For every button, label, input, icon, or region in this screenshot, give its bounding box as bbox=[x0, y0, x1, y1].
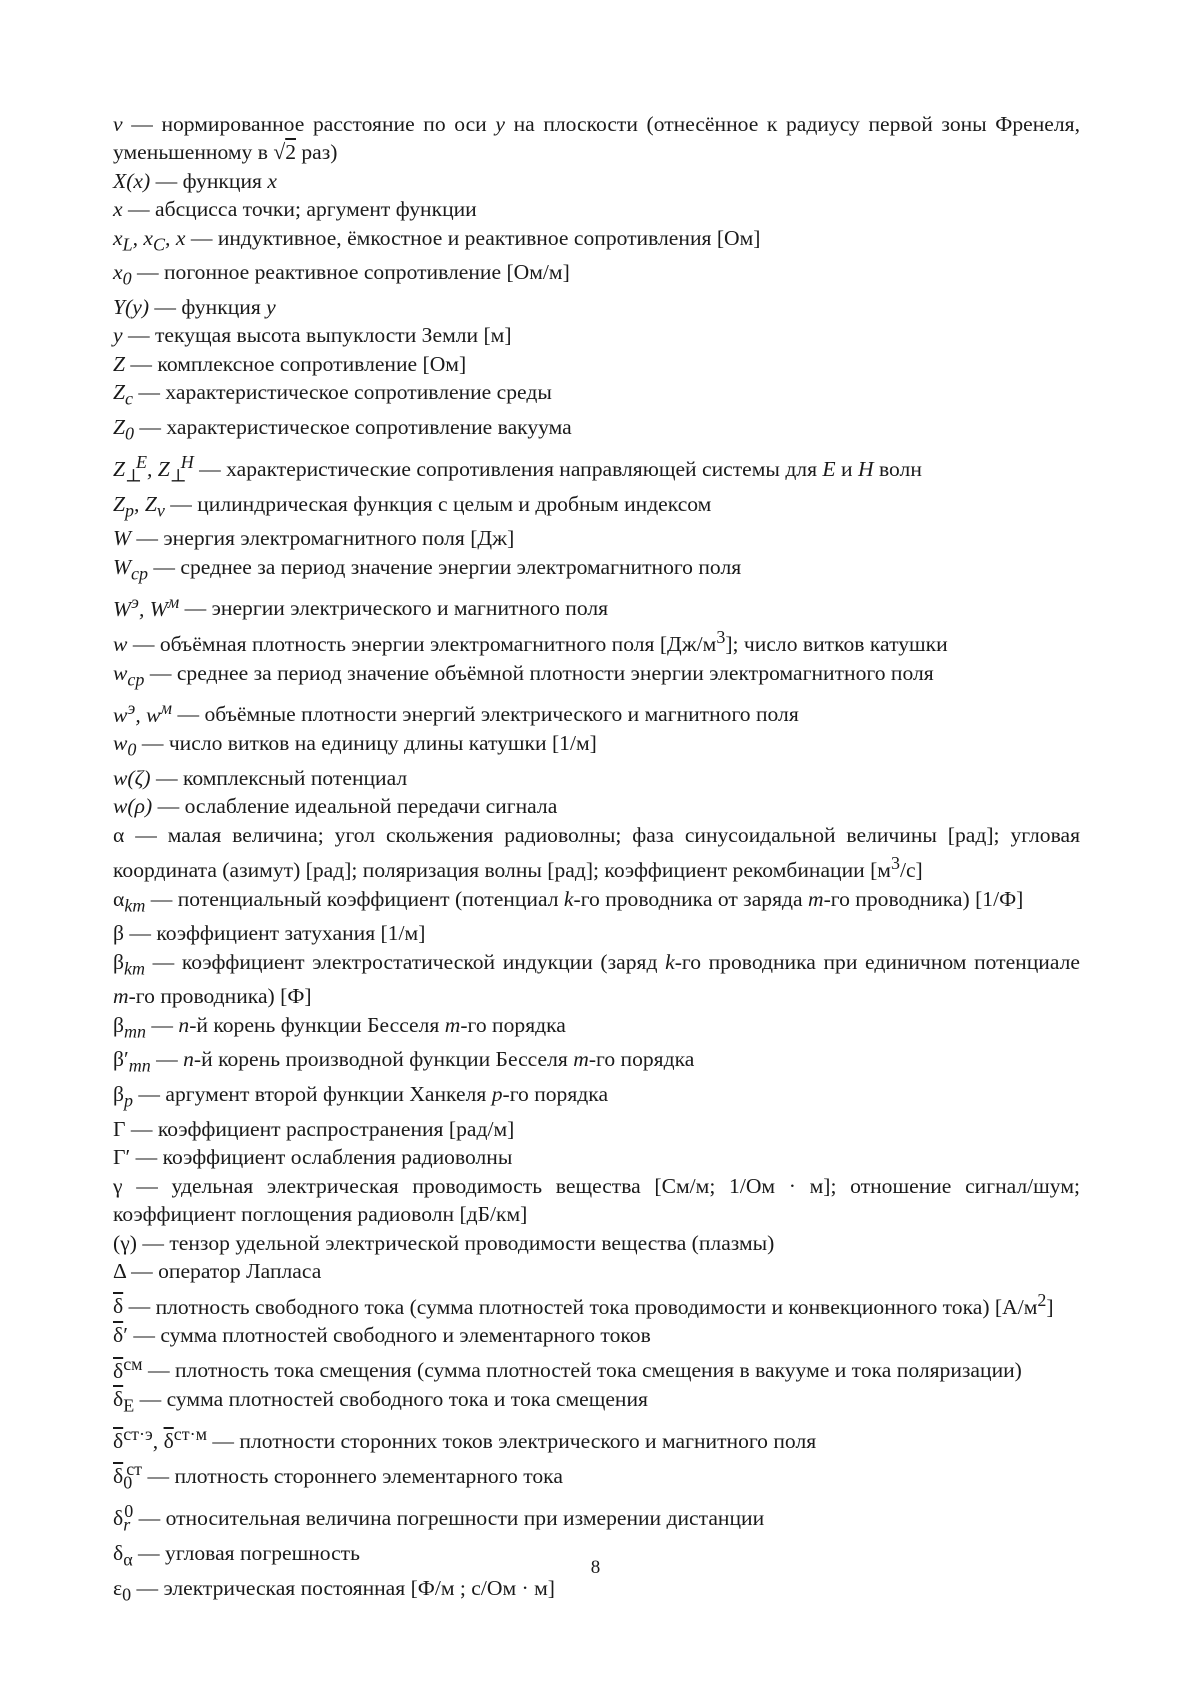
list-item bbox=[113, 885, 1080, 920]
separator-dash: — bbox=[153, 554, 175, 579]
list-item bbox=[113, 587, 1080, 623]
separator-dash: — bbox=[155, 168, 178, 193]
list-item bbox=[113, 1321, 1080, 1349]
separator-dash: — bbox=[151, 1012, 173, 1037]
symbol: Y(y) bbox=[113, 295, 150, 320]
description: цилиндрическая функция с целым и дробным индексом bbox=[197, 491, 712, 516]
separator-dash: — bbox=[152, 949, 175, 974]
description: потенциальный коэффициент (потенциал k-го проводника от заряда m-го проводника) [1/Ф] bbox=[177, 886, 1024, 911]
separator-dash: — bbox=[212, 1428, 234, 1453]
separator-dash: — bbox=[149, 660, 172, 685]
description: комплексный потенциал bbox=[182, 765, 408, 790]
list-item bbox=[113, 1257, 1080, 1285]
separator-dash: — bbox=[128, 197, 150, 222]
description: тензор удельной электрической проводимости вещества (плазмы) bbox=[169, 1230, 775, 1255]
list-item bbox=[113, 378, 1080, 413]
list-item bbox=[113, 1455, 1080, 1497]
separator-dash: — bbox=[199, 456, 221, 481]
description: плотность стороннего элементарного тока bbox=[174, 1464, 563, 1489]
symbol: Γ bbox=[113, 1116, 126, 1141]
description: среднее за период значение объёмной плотности энергии электромагнитного поля bbox=[176, 660, 934, 685]
symbol: $Z_p$, $Z_\nu$ bbox=[113, 491, 165, 520]
description: комплексное сопротивление [Ом] bbox=[157, 351, 467, 376]
symbol: v bbox=[113, 112, 123, 136]
description: относительная величина погрешности при измерении дистанции bbox=[165, 1506, 765, 1531]
description: сумма плотностей свободного и элементарного токов bbox=[160, 1322, 651, 1347]
symbol: $\overline{\delta}'$ bbox=[113, 1322, 128, 1347]
separator-dash: — bbox=[130, 1116, 153, 1141]
separator-dash: — bbox=[147, 1358, 170, 1383]
list-item bbox=[113, 821, 1080, 885]
symbol: $\delta_\alpha$ bbox=[113, 1541, 133, 1570]
description: коэффициент электростатической индукции (заряд k-го проводника при единичном потенциале m-го проводника) [Ф] bbox=[113, 949, 1080, 1009]
list-item bbox=[113, 764, 1080, 792]
symbol: $\overline{\delta}$ bbox=[113, 1294, 124, 1319]
separator-dash: — bbox=[130, 351, 153, 376]
separator-dash: — bbox=[190, 225, 213, 250]
description: удельная электрическая проводимость вещества [См/м; 1/Ом · м]; отношение сигнал/шум; коэффициент поглощения радиоволн [дБ/км] bbox=[113, 1173, 1080, 1227]
description: энергия электромагнитного поля [Дж] bbox=[163, 526, 515, 551]
list-item bbox=[113, 413, 1080, 448]
list-item bbox=[113, 1349, 1080, 1385]
list-item bbox=[113, 1143, 1080, 1171]
separator-dash: — bbox=[154, 295, 177, 320]
symbol: $w^э$, $w^м$ bbox=[113, 697, 173, 727]
list-item bbox=[113, 1285, 1080, 1321]
separator-dash: — bbox=[142, 1230, 164, 1255]
list-item bbox=[113, 1420, 1080, 1456]
separator-dash: — bbox=[184, 596, 207, 621]
list-item bbox=[113, 1045, 1080, 1080]
list-item bbox=[113, 729, 1080, 764]
symbol: $\overline{\delta}_E$ bbox=[113, 1386, 135, 1416]
symbol: X(x) bbox=[113, 168, 151, 193]
separator-dash: — bbox=[155, 765, 178, 790]
separator-dash: — bbox=[138, 1506, 161, 1531]
list-item bbox=[113, 792, 1080, 820]
page-number: 8 bbox=[590, 1557, 601, 1578]
separator-dash: — bbox=[137, 260, 159, 285]
description: оператор Лапласа bbox=[158, 1258, 322, 1283]
list-item bbox=[113, 350, 1080, 378]
separator-dash: — bbox=[129, 921, 151, 946]
symbol: $\beta_p$ bbox=[113, 1082, 133, 1111]
description: ослабление идеальной передачи сигнала bbox=[184, 794, 558, 819]
description: функция x bbox=[182, 168, 277, 193]
symbol: $w_{ср}$ bbox=[113, 660, 145, 689]
list-item bbox=[113, 1011, 1080, 1046]
list-item bbox=[113, 948, 1080, 1011]
list-item bbox=[113, 167, 1080, 195]
symbol: $Z_0$ bbox=[113, 415, 135, 444]
description: характеристические сопротивления направляющей системы для E и H волн bbox=[226, 456, 922, 481]
symbol: $\varepsilon_0$ bbox=[113, 1575, 132, 1605]
list-item bbox=[113, 1497, 1080, 1539]
description: текущая высота выпуклости Земли [м] bbox=[155, 323, 512, 348]
symbol: $Z_с$ bbox=[113, 380, 134, 409]
separator-dash: — bbox=[136, 1173, 158, 1198]
description: нормированное расстояние по оси y на плоскости (отнесённое к радиусу первой зоны Френеля, уменьшенному в √2 раз) bbox=[113, 112, 1080, 165]
description: угловая погрешность bbox=[165, 1541, 360, 1566]
list-item bbox=[113, 659, 1080, 694]
description: плотности сторонних токов электрического и магнитного поля bbox=[239, 1428, 817, 1453]
separator-dash: — bbox=[138, 380, 161, 405]
list-item bbox=[113, 490, 1080, 525]
description: плотность тока смещения (сумма плотностей тока смещения в вакууме и тока поляризации) bbox=[174, 1358, 1022, 1383]
separator-dash: — bbox=[156, 1047, 178, 1072]
symbol: $\alpha_{km}$ bbox=[113, 886, 146, 915]
description: коэффициент ослабления радиоволны bbox=[162, 1145, 513, 1170]
symbol: β bbox=[113, 921, 124, 946]
list-item bbox=[113, 553, 1080, 588]
symbol: w(ζ) bbox=[113, 765, 151, 790]
description: коэффициент затухания [1/м] bbox=[156, 921, 426, 946]
separator-dash: — bbox=[138, 1541, 160, 1566]
symbol-list bbox=[113, 110, 1080, 1609]
symbol: w(ρ) bbox=[113, 794, 153, 819]
description: функция y bbox=[181, 295, 276, 320]
separator-dash: — bbox=[132, 632, 155, 657]
description: индуктивное, ёмкостное и реактивное сопротивления [Ом] bbox=[217, 225, 761, 250]
separator-dash: — bbox=[170, 491, 192, 516]
symbol: $x_L$, $x_C$, x bbox=[113, 225, 186, 254]
separator-dash: — bbox=[139, 415, 162, 439]
separator-dash: — bbox=[147, 1464, 170, 1489]
list-item bbox=[113, 1115, 1080, 1143]
description: n-й корень производной функции Бесселя m-го порядка bbox=[183, 1047, 695, 1072]
description: погонное реактивное сопротивление [Ом/м] bbox=[164, 260, 570, 285]
list-item bbox=[113, 224, 1080, 259]
description: энергии электрического и магнитного поля bbox=[211, 596, 609, 621]
symbol: $\overline{\delta}^{см}$ bbox=[113, 1353, 143, 1383]
symbol: $\beta_{mn}$ bbox=[113, 1012, 146, 1042]
symbol: $Z_\perp^E$, $Z_\perp^H$ bbox=[113, 451, 194, 486]
symbol: $\delta_r^0$ bbox=[113, 1501, 134, 1535]
symbol: $\beta'_{mn}$ bbox=[113, 1047, 151, 1076]
symbol: $w_0$ bbox=[113, 730, 137, 760]
list-item bbox=[113, 919, 1080, 947]
separator-dash: — bbox=[131, 112, 153, 136]
separator-dash: — bbox=[131, 1258, 153, 1283]
symbol: Γ′ bbox=[113, 1145, 131, 1170]
symbol: $x_0$ bbox=[113, 260, 132, 289]
list-item bbox=[113, 1385, 1080, 1420]
description: плотность свободного тока (сумма плотностей тока проводимости и конвекционного тока) $[А/м^2]$ bbox=[155, 1289, 1054, 1319]
symbol: y bbox=[113, 323, 123, 348]
list-item bbox=[113, 1080, 1080, 1115]
separator-dash: — bbox=[150, 886, 173, 911]
description: объёмные плотности энергий электрического и магнитного поля bbox=[204, 702, 799, 727]
symbol: Δ bbox=[113, 1258, 126, 1283]
separator-dash: — bbox=[141, 730, 164, 755]
list-item bbox=[113, 110, 1080, 167]
symbol: $\overline{\delta}^{ст\cdot э}$, $\overline{\delta}^{ст\cdot м}$ bbox=[113, 1423, 207, 1453]
symbol: α bbox=[113, 822, 125, 847]
description: абсцисса точки; аргумент функции bbox=[155, 197, 477, 222]
separator-dash: — bbox=[135, 822, 157, 847]
list-item bbox=[113, 195, 1080, 223]
separator-dash: — bbox=[138, 1082, 160, 1107]
symbol: (γ) bbox=[113, 1230, 137, 1255]
separator-dash: — bbox=[128, 323, 150, 348]
list-item bbox=[113, 693, 1080, 729]
description: характеристическое сопротивление среды bbox=[165, 380, 552, 405]
symbol: $W_{ср}$ bbox=[113, 554, 148, 584]
description: аргумент второй функции Ханкеля p-го порядка bbox=[165, 1082, 609, 1107]
symbol: $\beta_{km}$ bbox=[113, 949, 145, 978]
separator-dash: — bbox=[139, 1386, 162, 1411]
list-item bbox=[113, 1172, 1080, 1229]
description: малая величина; угол скольжения радиоволны; фаза синусоидальной величины [рад]; угловая координата (азимут) [рад]; поляризация волны [рад]; коэффициент рекомбинации $[м^3/с]$ bbox=[113, 822, 1080, 883]
separator-dash: — bbox=[135, 1145, 158, 1170]
symbol: γ bbox=[113, 1173, 123, 1198]
description: электрическая постоянная [Ф/м ; с/Ом · м] bbox=[163, 1575, 555, 1600]
symbol: w bbox=[113, 632, 128, 657]
separator-dash: — bbox=[128, 1294, 151, 1319]
description: число витков на единицу длины катушки [1/м] bbox=[168, 730, 597, 755]
separator-dash: — bbox=[133, 1322, 155, 1347]
description: коэффициент распространения [рад/м] bbox=[157, 1116, 515, 1141]
separator-dash: — bbox=[177, 702, 200, 727]
separator-dash: — bbox=[136, 1575, 159, 1600]
symbol: $W^э$, $W^м$ bbox=[113, 591, 180, 621]
description: среднее за период значение энергии электромагнитного поля bbox=[180, 554, 742, 579]
symbol: Z bbox=[113, 351, 126, 376]
description: сумма плотностей свободного тока и тока смещения bbox=[166, 1386, 648, 1411]
symbol: x bbox=[113, 197, 123, 222]
description: объёмная плотность энергии электромагнитного поля $[Дж/м^3]$; число витков катушки bbox=[159, 627, 948, 657]
list-item bbox=[113, 524, 1080, 552]
list-item bbox=[113, 448, 1080, 490]
separator-dash: — bbox=[157, 794, 180, 819]
symbol: $\overline{\delta}_0^{ст}$ bbox=[113, 1459, 143, 1493]
description: характеристическое сопротивление вакуума bbox=[166, 415, 572, 439]
list-item bbox=[113, 1229, 1080, 1257]
list-item bbox=[113, 293, 1080, 321]
separator-dash: — bbox=[136, 526, 158, 551]
description: n-й корень функции Бесселя m-го порядка bbox=[178, 1012, 566, 1037]
list-item bbox=[113, 321, 1080, 349]
list-item bbox=[113, 258, 1080, 293]
symbol: W bbox=[113, 526, 131, 551]
list-item bbox=[113, 623, 1080, 659]
